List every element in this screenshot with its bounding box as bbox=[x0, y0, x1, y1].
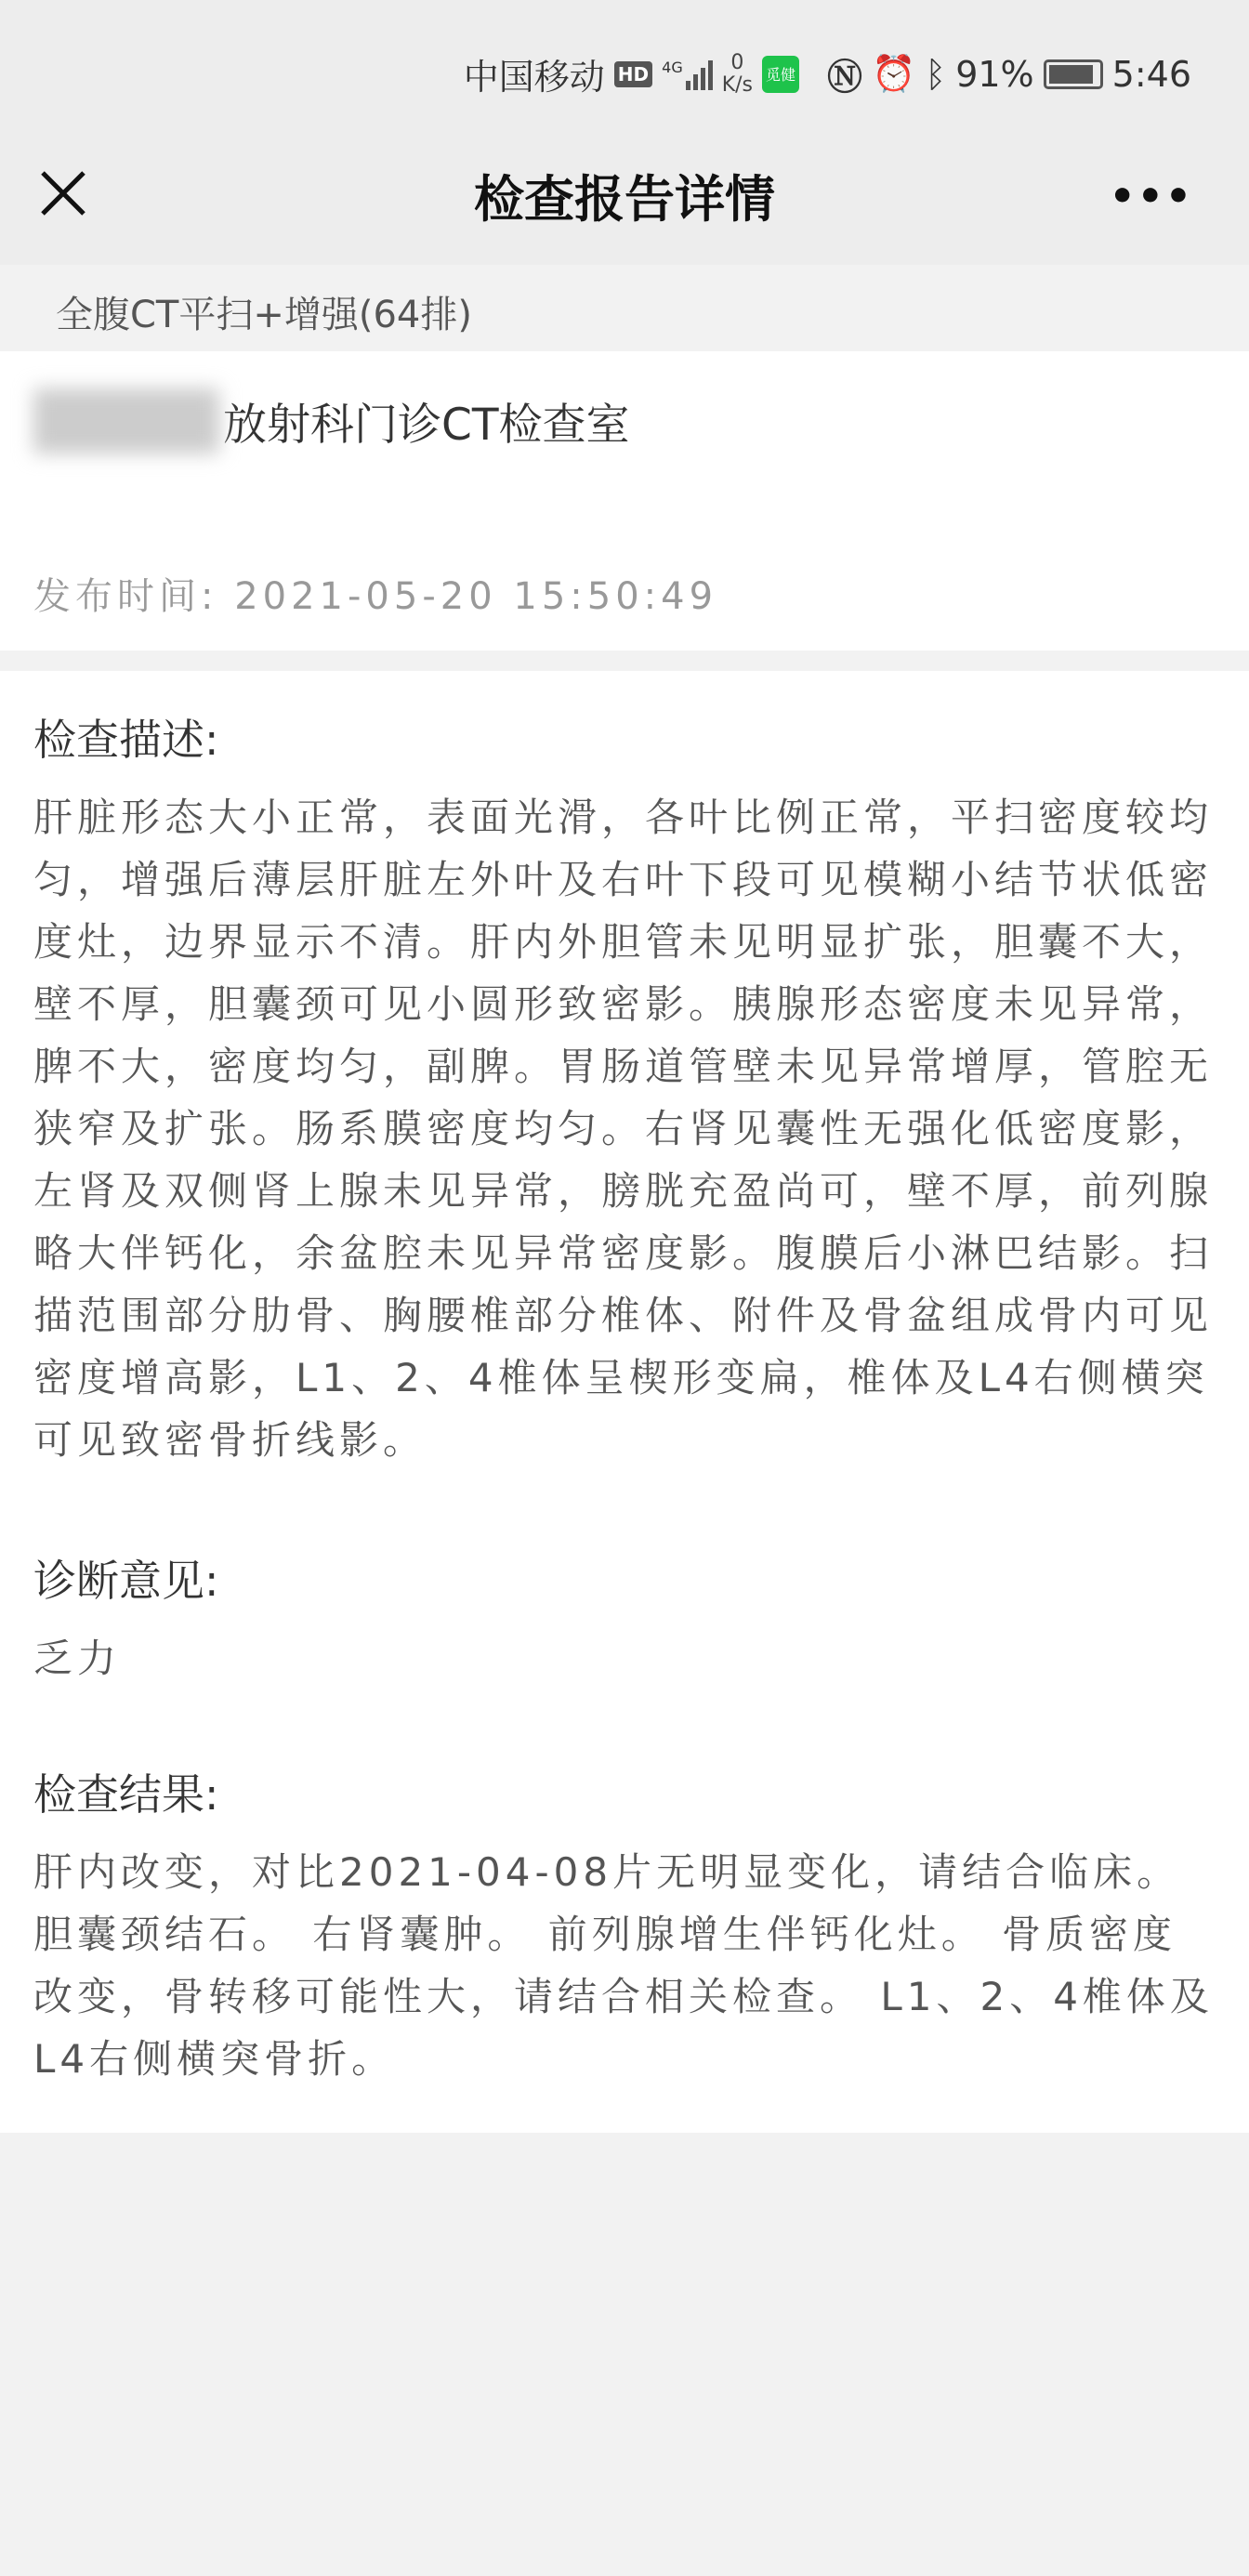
nav-bar bbox=[0, 139, 1249, 265]
bluetooth-icon: ᛒ bbox=[925, 53, 947, 95]
signal-icon bbox=[662, 59, 713, 90]
redacted-hospital-name bbox=[33, 388, 219, 453]
diagnosis-title: 诊断意见: bbox=[33, 1556, 219, 1606]
network-type: 4G bbox=[662, 58, 683, 76]
result-title: 检查结果: bbox=[33, 1769, 219, 1820]
exam-name: 全腹CT平扫+增强(64排) bbox=[0, 265, 1249, 351]
description-text: 肝脏形态大小正常，表面光滑，各叶比例正常，平扫密度较均匀，增强后薄层肝脏左外叶及右叶下段可见模糊小结节状低密度灶，边界显示不清。肝内外胆管未见明显扩张，胆囊不大，壁不厚，胆囊颈可见小圆形致密影。胰腺形态密度未见异常，脾不大，密度均匀，副脾。胃肠道管壁未见异常增厚，管腔无狭窄及扩张。肠系膜密度均匀。右肾见囊性无强化低密度影，左肾及双侧肾上腺未见异常，膀胱充盈尚可，壁不厚，前列腺略大伴钙化，余盆腔未见异常密度影。腹膜后小淋巴结影。扫描范围部分肋骨、胸腰椎部分椎体、附件及骨盆组成骨内可见密度增高影，L1、2、4椎体呈楔形变扁，椎体及L4右侧横突可见致密骨折线影。 bbox=[33, 795, 1214, 1463]
status-bar bbox=[0, 0, 1249, 139]
report-body-card bbox=[0, 671, 1249, 2133]
description-title: 检查描述: bbox=[33, 715, 219, 765]
hd-icon: HD bbox=[614, 61, 652, 87]
department-name: 放射科门诊CT检查室 bbox=[223, 399, 630, 451]
publish-time bbox=[33, 567, 717, 620]
speed-value: 0 bbox=[730, 50, 744, 74]
page-title: 检查报告详情 bbox=[474, 170, 775, 229]
clock: 5:46 bbox=[1111, 53, 1191, 95]
speed-unit: K/s bbox=[721, 72, 754, 97]
report-header-card bbox=[0, 351, 1249, 651]
hospital-department bbox=[33, 388, 630, 453]
publish-value: 2021-05-20 15:50:49 bbox=[234, 575, 718, 618]
net-speed bbox=[722, 52, 753, 97]
result-text: 肝内改变，对比2021-04-08片无明显变化，请结合临床。 胆囊颈结石。 右肾囊肿。 前列腺增生伴钙化灶。 骨质密度改变，骨转移可能性大，请结合相关检查。 L1、2、4椎体及L4右侧横突骨折。 bbox=[33, 1849, 1214, 2082]
alarm-icon: ⏰ bbox=[872, 53, 916, 94]
battery-percent: 91% bbox=[955, 53, 1034, 95]
battery-icon bbox=[1044, 59, 1103, 89]
nfc-icon: Ⓝ bbox=[827, 57, 863, 98]
diagnosis-text: 乏力 bbox=[33, 1636, 122, 1681]
carrier: 中国移动 bbox=[463, 57, 605, 98]
more-icon[interactable]: ••• bbox=[1109, 173, 1193, 220]
app-badge-icon: 觅健 bbox=[762, 56, 799, 93]
publish-label: 发布时间: bbox=[33, 575, 218, 618]
